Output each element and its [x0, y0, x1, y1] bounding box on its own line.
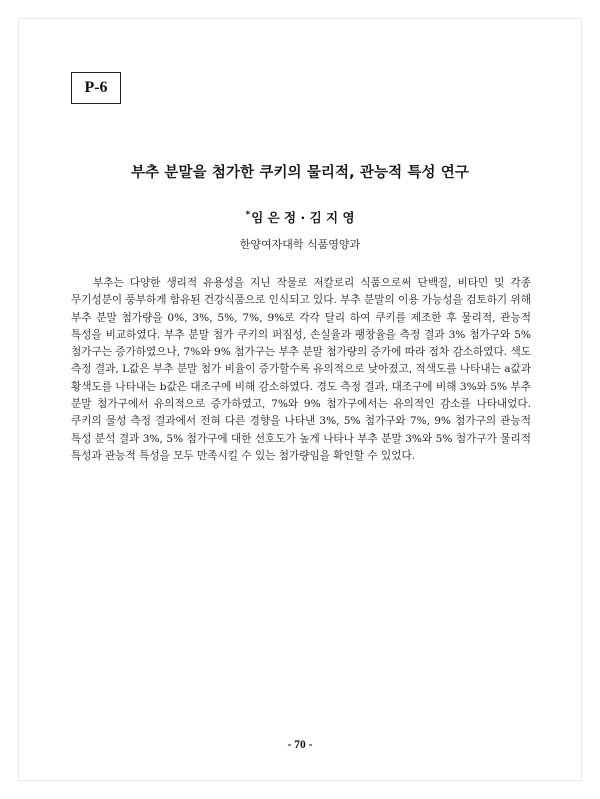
paper-title: 부추 분말을 첨가한 쿠키의 물리적, 관능적 특성 연구: [131, 165, 469, 181]
author-line: [70, 208, 530, 226]
paper-id-box: [71, 72, 121, 104]
paper-id-label: P-6: [84, 79, 108, 96]
corresponding-author-mark: *: [245, 209, 251, 220]
page-number: - 70 -: [287, 739, 313, 751]
author-names: 임 은 정 · 김 지 영: [251, 210, 355, 225]
affiliation: 한양여자대학 식품영양과: [239, 238, 361, 251]
abstract-text: 부추는 다양한 생리적 유용성을 지닌 작물로 저칼로리 식품으로써 단백질, 비타민 및 각종 무기성분이 풍부하게 함유된 건강식품으로 인식되고 있다. 부추 분말의 이용 가능성을 검토하기 위해 부추 분말 첨가량을 0%, 3%, 5%, 7%, 9%로 각각 달리 하여 쿠키를 제조한 후 물리적, 관능적 특성을 비교하였다. 부추 분말 첨가 쿠키의 퍼짐성, 손실율과 팽창율을 측정 결과 3% 첨가구와 5% 첨가구는 증가하였으나, 7%와 9% 첨가구는 부추 분말 첨가량의 증가에 따라 점차 감소하였다. 색도 측정 결과, L값은 부추 분말 첨가 비율이 증가할수록 유의적으로 낮아졌고, 적색도를 나타내는 a값과 황색도를 나타내는 b값은 대조구에 비해 감소하였다. 경도 측정 결과, 대조구에 비해 3%와 5% 부추 분말 첨가구에서 유의적으로 증가하였고, 7%와 9% 첨가구에서는 유의적인 감소를 나타내었다. 쿠키의 물성 측정 결과에서 전혀 다른 경향을 나타낸 3%, 5% 첨가구와 7%, 9% 첨가구의 관능적 특성 분석 결과 3%, 5% 첨가구에 대한 선호도가 높게 나타나 부추 분말 3%와 5% 첨가구가 물리적 특성과 관능적 특성을 모두 만족시킬 수 있는 첨가량임을 확인할 수 있었다.: [71, 277, 531, 462]
